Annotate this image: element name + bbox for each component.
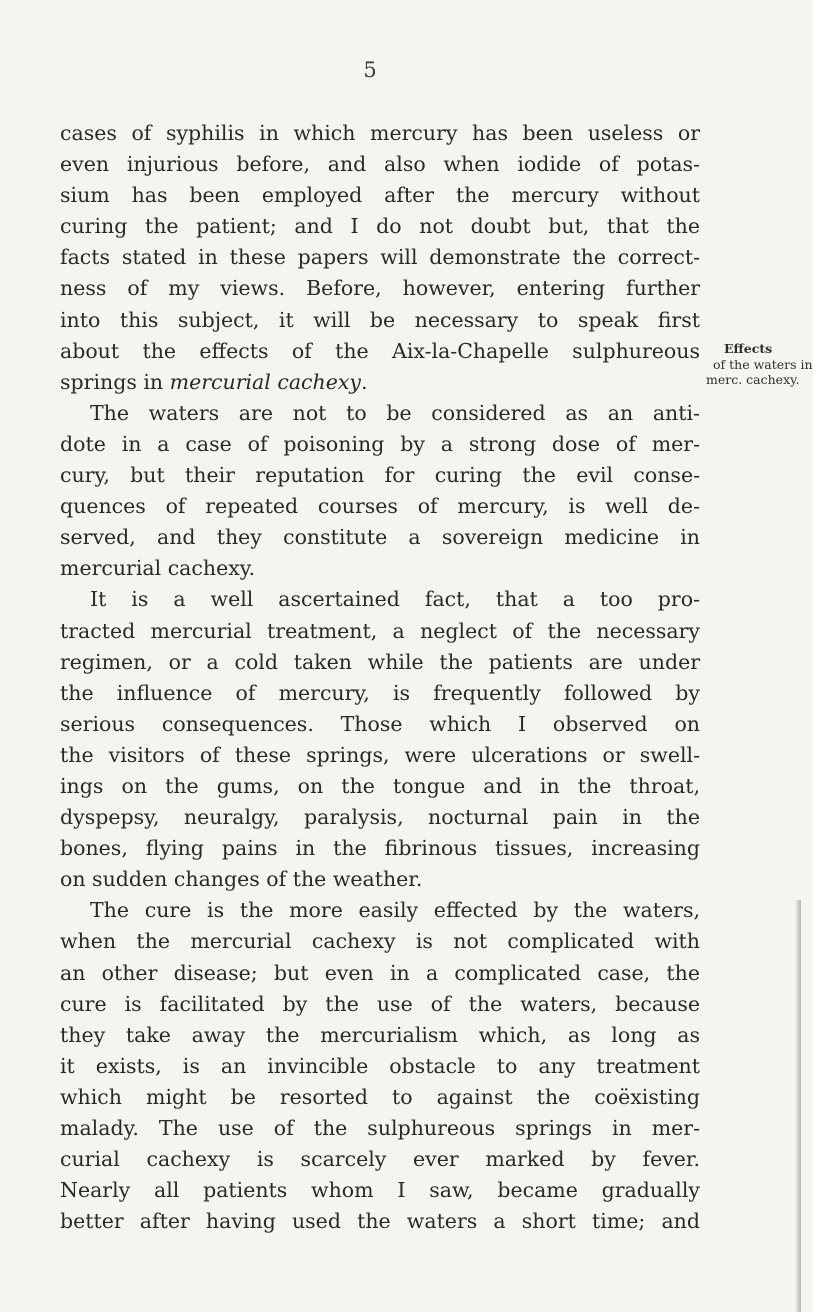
- text-line: serious consequences. Those which I observed on: [60, 711, 700, 736]
- text-line: curing the patient; and I do not doubt but, that the: [60, 214, 700, 239]
- text-line: sium has been employed after the mercury without: [60, 183, 700, 208]
- margin-note-title: Effects: [724, 341, 773, 356]
- text-line: curial cachexy is scarcely ever marked by fever.: [60, 1147, 700, 1172]
- italic-phrase: mercurial cachexy: [169, 369, 362, 394]
- page-number: 5: [363, 58, 377, 82]
- text-line: even injurious before, and also when iodide of potas-: [60, 152, 700, 177]
- text-line: tracted mercurial treatment, a neglect of the necessary: [60, 618, 700, 643]
- text-line: when the mercurial cachexy is not complicated with: [60, 929, 700, 954]
- text-line: into this subject, it will be necessary to speak first: [60, 307, 700, 332]
- margin-note: [706, 341, 813, 388]
- text-line: [60, 367, 700, 398]
- margin-note-line: of the waters in: [713, 356, 813, 372]
- text-line: on sudden changes of the weather.: [60, 867, 423, 892]
- text-line: the influence of mercury, is frequently followed by: [60, 680, 700, 705]
- text-line: malady. The use of the sulphureous springs in mer-: [60, 1116, 700, 1140]
- text-line: facts stated in these papers will demonstrate the correct-: [60, 245, 700, 270]
- text-line: cury, but their reputation for curing the evil conse-: [60, 463, 700, 488]
- text-line: regimen, or a cold taken while the patients are under: [60, 649, 700, 674]
- text-line: cases of syphilis in which mercury has been useless or: [60, 121, 700, 145]
- text-line: an other disease; but even in a complicated case, the: [60, 960, 700, 985]
- text-line: mercurial cachexy.: [60, 556, 256, 581]
- text-line: which might be resorted to against the coëxisting: [60, 1084, 700, 1109]
- text-line: dyspepsy, neuralgy, paralysis, nocturnal pain in the: [60, 805, 700, 830]
- margin-note-line: merc. cachexy.: [706, 372, 800, 387]
- text-line: Nearly all patients whom I saw, became gradually: [60, 1178, 700, 1203]
- text-line: better after having used the waters a short time; and: [60, 1209, 700, 1234]
- text-line: it exists, is an invincible obstacle to any treatment: [60, 1053, 700, 1078]
- text-line: ings on the gums, on the tongue and in the throat,: [60, 773, 700, 798]
- text-line: dote in a case of poisoning by a strong dose of mer-: [60, 431, 700, 456]
- text-line: they take away the mercurialism which, as long as: [60, 1022, 700, 1047]
- text-line: The waters are not to be considered as an anti-: [90, 400, 700, 425]
- text-line: served, and they constitute a sovereign medicine in: [60, 525, 700, 550]
- text-segment: .: [361, 369, 368, 394]
- text-line: cure is facilitated by the use of the waters, because: [60, 991, 700, 1016]
- body-text: [60, 118, 700, 1237]
- text-line: about the effects of the Aix-la-Chapelle sulphureous: [60, 338, 700, 363]
- text-line: quences of repeated courses of mercury, is well de-: [60, 494, 700, 519]
- text-line: ness of my views. Before, however, entering further: [60, 276, 700, 301]
- text-line: It is a well ascertained fact, that a too pro-: [90, 587, 700, 612]
- text-line: bones, flying pains in the fibrinous tissues, increasing: [60, 836, 700, 861]
- text-line: The cure is the more easily effected by the waters,: [90, 898, 700, 923]
- page-edge-shadow: [795, 900, 801, 1312]
- text-line: the visitors of these springs, were ulcerations or swell-: [60, 742, 700, 767]
- text-segment: springs in: [60, 369, 170, 394]
